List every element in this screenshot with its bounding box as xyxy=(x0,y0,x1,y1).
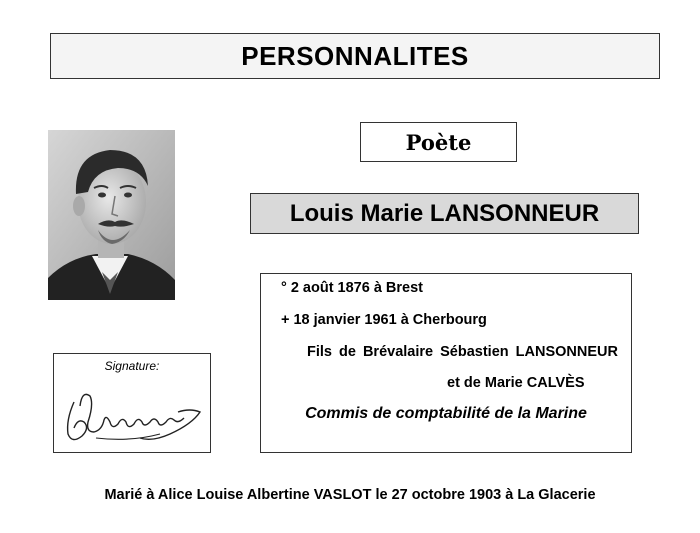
page-title xyxy=(50,33,660,79)
portrait-photo xyxy=(48,130,175,300)
mother-line: et de Marie CALVÈS xyxy=(447,375,585,391)
father-line: Fils de Brévalaire Sébastien LANSONNEUR xyxy=(307,344,618,360)
role-box xyxy=(360,122,517,162)
signature-box xyxy=(53,353,211,453)
portrait-icon xyxy=(48,130,175,300)
role-label: Poète xyxy=(405,129,472,155)
death-line: + 18 janvier 1961 à Cherbourg xyxy=(281,312,487,328)
biography-box xyxy=(260,273,632,453)
person-name: Louis Marie LANSONNEUR xyxy=(289,199,600,227)
signature-label: Signature: xyxy=(104,359,160,373)
occupation-line: Commis de comptabilité de la Marine xyxy=(305,405,587,422)
signature-icon xyxy=(60,376,206,448)
birth-line: ° 2 août 1876 à Brest xyxy=(281,280,424,296)
marriage-line: Marié à Alice Louise Albertine VASLOT le 27 octobre 1903 à La Glacerie xyxy=(104,487,596,503)
page-title-text: PERSONNALITES xyxy=(241,40,469,71)
person-name-box xyxy=(250,193,639,234)
